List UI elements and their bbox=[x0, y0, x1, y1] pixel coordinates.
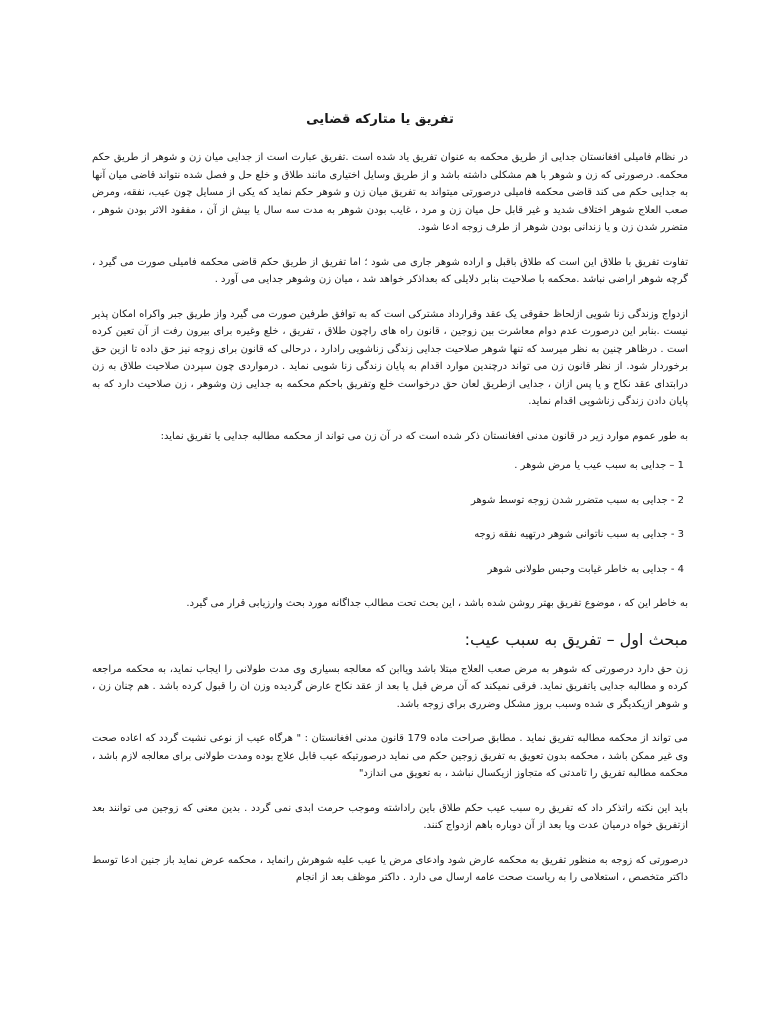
paragraph-marriage: ازدواج وزندگی زنا شویی ازلحاظ حقوقی یک عقد وقرارداد مشترکی است که به توافق طرفین صورت می گیرد واز طریق جبر واکراه امکان پذیر نیست .بنابر این درصورت عدم دوام معاشرت بین زوجین ، قانون راه های راچون طلاق ، تفریق ، خلع وغیره برای بیرون رفت از آن تعین کرده است . درظاهر چنین به نظر میرسد که تنها شوهر صلاحیت جدایی زندگی زناشویی رادارد ، درحالی که قانون برای زوجه نیز حق داده تا ازین حق برخوردار شود. از نظر قانون زن می تواند درچندین موارد اقدام به پایان زندگی زنا شویی نماید . درمواردی چون سپردن صلاحیت طلاق به زن درابتدای عقد نکاح و یا پس ازان ، جدایی ازطریق لعان حق درخواست خلع وتفریق باحکم محکمه به جدایی زن وشوهر ، زن صلاحیت دارد که به پایان دادن زندگی زناشویی اقدام نماید. bbox=[92, 308, 688, 407]
list-item: 2 - جدایی به سبب متضرر شدن زوجه توسط شوهر bbox=[470, 494, 684, 506]
paragraph-difference: تفاوت تفریق با طلاق این است که طلاق باقبل و اراده شوهر جاری می شود ؛ اما تفریق از طریق حکم قاضی محکمه فامیلی صورت می گیرد ، گرچه شوهر اراضی نباشد .محکمه با صلاحیت بنابر دلایلی که بعداذکر خواهد شد ، میان زن وشوهر جدایی می آورد . bbox=[92, 256, 688, 285]
section-heading: مبحث اول – تفریق به سبب عیب: bbox=[464, 629, 688, 649]
document-page bbox=[92, 112, 688, 904]
paragraph-transition: به خاطر این که ، موضوع تفریق بهتر روشن شده باشد ، این بحث تحت مطالب جداگانه مورد بحث وارزیابی قرار می گیرد. bbox=[186, 598, 688, 609]
list-item: 4 - جدایی به خاطر غیابت وحبس طولانی شوهر bbox=[487, 563, 684, 575]
paragraph-remarriage: باید این نکته راتذکر داد که تفریق ره سبب عیب حکم طلاق باین راداشته وموجب حرمت ابدی نمی گردد . بدین معنی که زوجین می توانند بعد ازتفریق خواه درمیان عدت ویا بعد از آن دوباره باهم ازدواج کنند. bbox=[92, 802, 688, 831]
paragraph-definition: در نظام فامیلی افغانستان جدایی از طریق محکمه به عنوان تفریق یاد شده است .تفریق عبارت است از جدایی میان زن و شوهر از طریق حکم محکمه. درصورتی که زن و شوهر با هم مشکلی داشته باشد و از طریق وسایل اختیاری مانند طلاق و خلع حل و فصل شده نتواند قاضی میان آنها به جدایی حکم می کند قاضی محکمه فامیلی درصورتی میتواند به تفریق میان زن و شوهر حکم نماید که یکی از مسایل چون عیب، نفقه، ومرض صعب العلاج شوهر اختلاف شدید و غیر قابل حل میان زن و مرد ، غایب بودن شوهر به مدت سه سال یا بیش از آن ، مفقود الاثر بودن شوهر ، متضرر شدن زن و یا زندانی بودن شوهر از طرف زوجه ادعا شود. bbox=[92, 152, 688, 233]
paragraph-medical-inquiry: درصورتی که زوجه به منظور تفریق به محکمه عارض شود وادعای مرض یا عیب علیه شوهرش رانماید ، محکمه عرض نماید باز جنین ادعا توسط داکتر متخصص ، استعلامی را به ریاست صحت عامه ارسال می دارد . داکتر موظف بعد از انجام bbox=[92, 854, 688, 883]
paragraph-cases-intro: به طور عموم موارد زیر در قانون مدنی افغانستان ذکر شده است که در آن زن می تواند از محکمه مطالبه جدایی یا تفریق نماید: bbox=[160, 430, 688, 442]
paragraph-article-179: می تواند از محکمه مطالبه تفریق نماید . مطابق صراحت ماده 179 قانون مدنی افغانستان : " هرگاه عیب از نوعی نشیت گردد که اعاده صحت وی غیر ممکن باشد ، محکمه بدون تعویق به تفریق زوجین حکم می نماید درصورتیکه عیب قابل علاج بوده ومدت طولانی برای معالجه لازم باشد ، محکمه مطالبه تفریق را تامدتی که متجاوز ازیکسال نباشد ، به تعویق می اندازد" bbox=[92, 733, 688, 779]
list-item: 3 - جدایی به سبب ناتوانی شوهر درتهیه نفقه زوجه bbox=[474, 529, 684, 540]
paragraph-disease-right: زن حق دارد درصورتی که شوهر به مرض صعب العلاج مبتلا باشد ویاابن که معالجه بسیاری وی مدت طولانی را ایجاب نماید، به محکمه مراجعه کرده و مطالبه جدایی یاتفریق نماید. فرقی نمیکند که آن مرض قبل یا بعد از عقد نکاح عارض گردیده وزن ان را قبول کرده باشد . هم چنان زن ، و شوهر ازیکدیگر ی شده وسبب بروز مشکل وضرری برای زوجه باشد. bbox=[92, 663, 688, 710]
list-item: 1 – جدایی به سبب عیب یا مرض شوهر . bbox=[514, 460, 684, 471]
page-title: تفریق یا متارکه قضایی bbox=[306, 112, 454, 127]
